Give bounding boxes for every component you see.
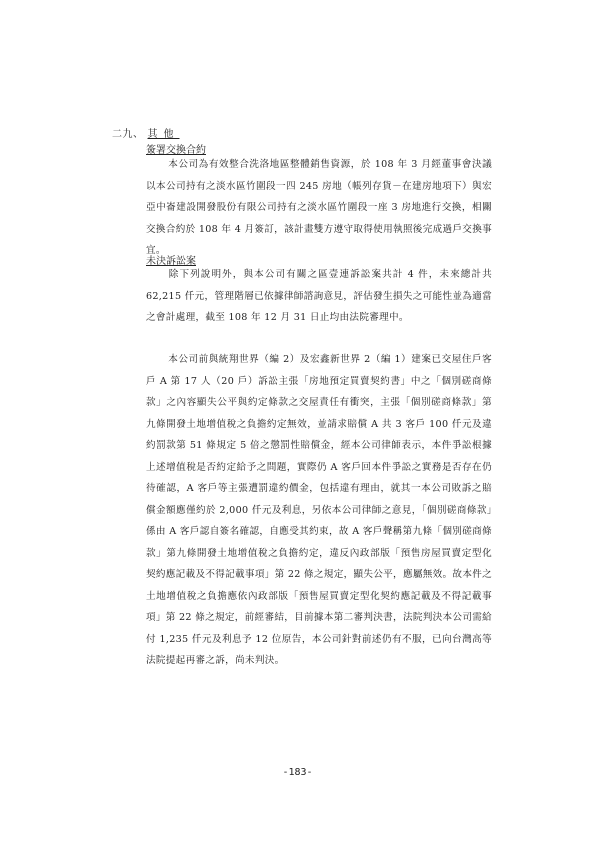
paragraph-litigation-summary (146, 264, 492, 329)
section-title: 其他 (147, 129, 180, 140)
subsection-heading-exchange: 簽署交換合約 (146, 145, 206, 156)
paragraph-litigation-summary-text: 除下列說明外，與本公司有關之區壹連訴訟案共計 4 件，未來總計共 62,215 仟元，管理階層已依據律師諮詢意見，評估發生損失之可能性並為適當之會計處理，截至 108 年 12 月 31 日止均由法院審理中。 (146, 269, 492, 323)
page-number: -183- (282, 767, 313, 778)
paragraph-litigation-detail-text: 本公司前與統翔世界（編 2）及宏鑫新世界 2（編 1）建案已交屋住戶客戶 A 第 17 人（20 戶）訴訟主張「房地預定買賣契約書」中之「個別磋商條款」之內容顯失公平與約定條款之交屋責任有衝突，主張「個別磋商條款」第九條開發土地增值稅之負擔約定無效，並請求賠償 A 共 3 客戶 100 仟元及違約罰款第 51 條規定 5 倍之懲罰性賠償金，經本公司律師表示，本件爭訟根據上述增值稅是否約定給予之問題，實際仍 A 客戶回本件爭訟之實務是否存在仍待確認，A 客戶等主張遭罰違約價金，包括違有理由，就其一本公司敗訴之賠償金額應僅約於 2,000 仟元及利息，另依本公司律師之意見，「個別磋商條款」係由 A 客戶認自簽名確認，自應受其約束，故 A 客戶聲稱第九條「個別磋商條款」第九條開發土地增值稅之負擔約定，違反內政部版「預售房屋買賣定型化契約應記載及不得記載事項」第 22 條之規定，顯失公平，應屬無效。故本件之土地增值稅之負擔應依內政部版「預售屋買賣定型化契約應記載及不得記載事項」第 22 條之規定，前經審結，目前據本第二審判決書，法院判決本公司需給付 1,235 仟元及利息予 12 位原告，本公司針對前述仍有不服，已向台灣高等法院提起再審之訴，尚未判決。 (146, 354, 492, 666)
paragraph-exchange-text: 本公司為有效整合洗洛地區整體銷售資源，於 108 年 3 月經董事會決議以本公司持有之淡水區竹圍段一四 245 房地（帳列存貨－在建房地項下）與宏亞中崙建設開發股份有限公司持有之淡水區竹圍段一座 3 房地進行交換，相關交換合約於 108 年 4 月簽訂，該計畫雙方遵守取得使用執照後完成過戶交換事宜。 (146, 159, 492, 256)
section-heading (112, 125, 180, 140)
paragraph-exchange (146, 154, 492, 262)
paragraph-litigation-detail (146, 349, 492, 672)
subsection-heading-litigation: 未決訴訟案 (146, 256, 196, 267)
section-number: 二九、 (112, 129, 144, 140)
